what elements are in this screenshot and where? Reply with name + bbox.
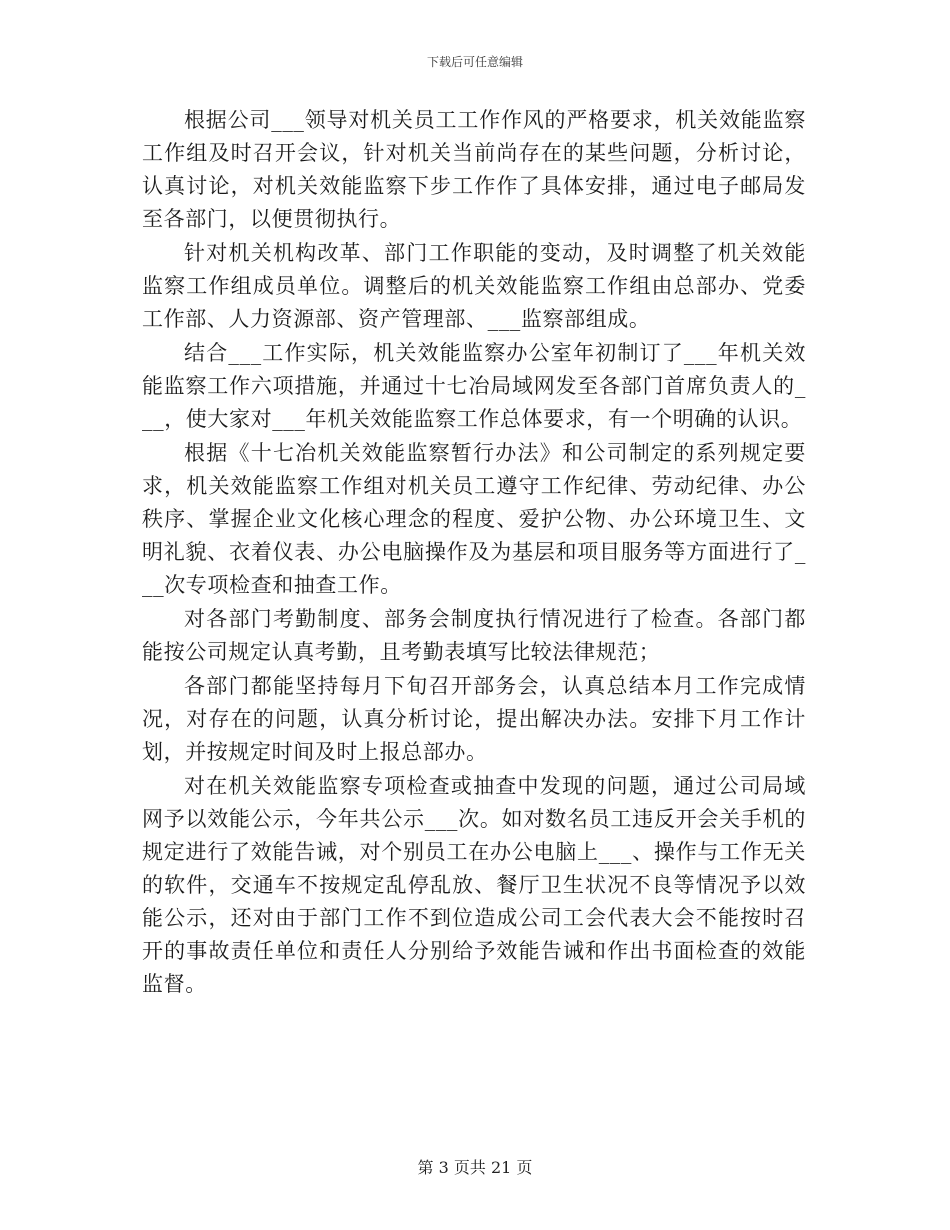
paragraph: 对各部门考勤制度、部务会制度执行情况进行了检查。各部门都能按公司规定认真考勤，且考勤表填写比较法律规范； [142, 607, 806, 664]
paragraph: 对在机关效能监察专项检查或抽查中发现的问题，通过公司局域网予以效能公示，今年共公示___次。如对数名员工违反开会关手机的规定进行了效能告诫，对个别员工在办公电脑上___、操作与工作无关的软件，交通车不按规定乱停乱放、餐厅卫生状况不良等情况予以效能公示，还对由于部门工作不到位造成公司工会代表大会不能按时召开的事故责任单位和责任人分别给予效能告诫和作出书面检查的效能监督。 [142, 774, 806, 996]
document-body [142, 104, 806, 1002]
page-header: 下载后可任意编辑 [426, 55, 523, 69]
page-number-footer: 第 3 页共 21 页 [417, 1158, 533, 1177]
paragraph: 针对机关机构改革、部门工作职能的变动，及时调整了机关效能监察工作组成员单位。调整后的机关效能监察工作组由总部办、党委工作部、人力资源部、资产管理部、___监察部组成。 [142, 241, 806, 331]
paragraph: 结合___工作实际，机关效能监察办公室年初制订了___年机关效能监察工作六项措施，并通过十七冶局域网发至各部门首席负责人的___，使大家对___年机关效能监察工作总体要求，有一个明确的认识。 [142, 341, 806, 431]
paragraph: 根据公司___领导对机关员工工作作风的严格要求，机关效能监察工作组及时召开会议，针对机关当前尚存在的某些问题，分析讨论，认真讨论，对机关效能监察下步工作作了具体安排，通过电子邮局发至各部门，以便贯彻执行。 [142, 108, 806, 231]
paragraph: 根据《十七冶机关效能监察暂行办法》和公司制定的系列规定要求，机关效能监察工作组对机关员工遵守工作纪律、劳动纪律、办公秩序、掌握企业文化核心理念的程度、爱护公物、办公环境卫生、文明礼貌、衣着仪表、办公电脑操作及为基层和项目服务等方面进行了___次专项检查和抽查工作。 [142, 441, 806, 597]
paragraph: 各部门都能坚持每月下旬召开部务会，认真总结本月工作完成情况，对存在的问题，认真分析讨论，提出解决办法。安排下月工作计划，并按规定时间及时上报总部办。 [142, 674, 806, 764]
